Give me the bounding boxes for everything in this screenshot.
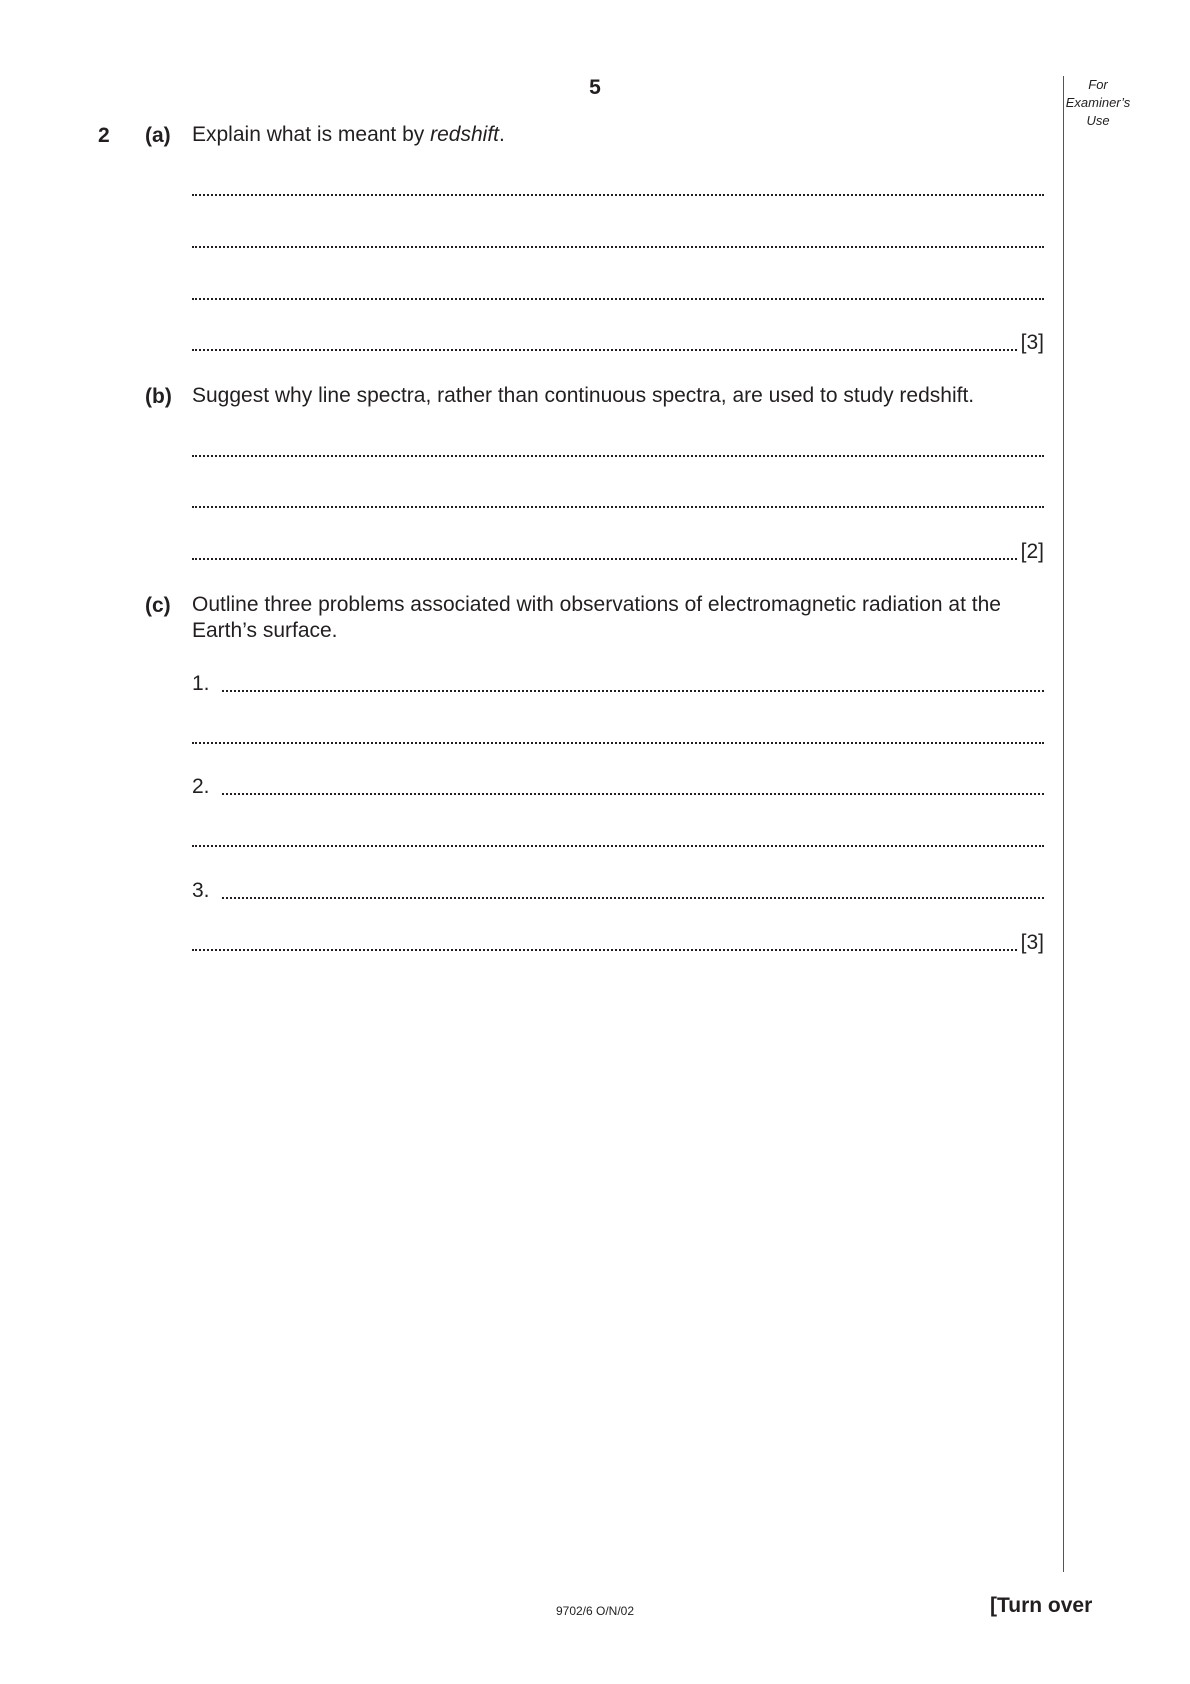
part-b-label: (b) xyxy=(145,385,172,408)
part-a-answer-line-4[interactable] xyxy=(192,331,1044,355)
part-c-item-number: 2. xyxy=(192,775,216,799)
dotted-rule xyxy=(192,194,1044,196)
examiner-margin-rule xyxy=(1063,76,1064,1572)
part-c-item-number: 3. xyxy=(192,879,216,903)
turn-over-label: [Turn over xyxy=(990,1594,1093,1617)
part-c-item-number: 1. xyxy=(192,672,216,696)
dotted-rule xyxy=(192,558,1044,560)
examiner-label-line3: Use xyxy=(1086,113,1110,128)
part-b-prompt: Suggest why line spectra, rather than continuous spectra, are used to study redshift. xyxy=(192,384,975,407)
dotted-rule xyxy=(192,455,1044,457)
part-a-label: (a) xyxy=(145,124,171,147)
part-c-answer-line-6[interactable] xyxy=(192,931,1044,955)
examiner-label-line2: Examiner’s xyxy=(1065,95,1131,110)
part-a-answer-line-1[interactable] xyxy=(192,176,1044,200)
part-b-answer-line-2[interactable] xyxy=(192,488,1044,512)
dotted-rule xyxy=(222,897,1044,899)
dotted-rule xyxy=(222,793,1044,795)
paper-code: 9702/6 O/N/02 xyxy=(555,1604,635,1618)
part-b-mark: [2] xyxy=(1020,540,1044,563)
dotted-rule xyxy=(192,349,1044,351)
part-c-answer-line-1[interactable] xyxy=(192,672,1044,696)
part-a-prompt-term: redshift xyxy=(430,123,499,146)
dotted-rule xyxy=(192,845,1044,847)
page-number: 5 xyxy=(589,76,601,99)
part-a-mark: [3] xyxy=(1020,331,1044,354)
part-c-prompt: Outline three problems associated with observations of electromagnetic radiation at the Earth’s surface. xyxy=(192,593,1001,642)
dotted-rule xyxy=(192,506,1044,508)
part-c-answer-line-3[interactable] xyxy=(192,775,1044,799)
question-number: 2 xyxy=(98,124,110,147)
examiner-label-line1: For xyxy=(1088,77,1108,92)
part-c-label: (c) xyxy=(145,594,171,617)
part-b-answer-line-3[interactable] xyxy=(192,540,1044,564)
part-a-answer-line-3[interactable] xyxy=(192,280,1044,304)
dotted-rule xyxy=(192,298,1044,300)
part-c-answer-line-4[interactable] xyxy=(192,827,1044,851)
part-a-prompt-text: Explain what is meant by xyxy=(192,123,431,146)
dotted-rule xyxy=(222,690,1044,692)
examiner-use-label xyxy=(1058,76,1138,130)
dotted-rule xyxy=(192,742,1044,744)
part-a-prompt xyxy=(192,122,1044,148)
part-a-answer-line-2[interactable] xyxy=(192,228,1044,252)
part-a-prompt-end: . xyxy=(499,123,505,146)
part-c-mark: [3] xyxy=(1020,931,1044,954)
part-b-answer-line-1[interactable] xyxy=(192,437,1044,461)
dotted-rule xyxy=(192,246,1044,248)
dotted-rule xyxy=(192,949,1044,951)
part-c-answer-line-2[interactable] xyxy=(192,724,1044,748)
part-c-answer-line-5[interactable] xyxy=(192,879,1044,903)
